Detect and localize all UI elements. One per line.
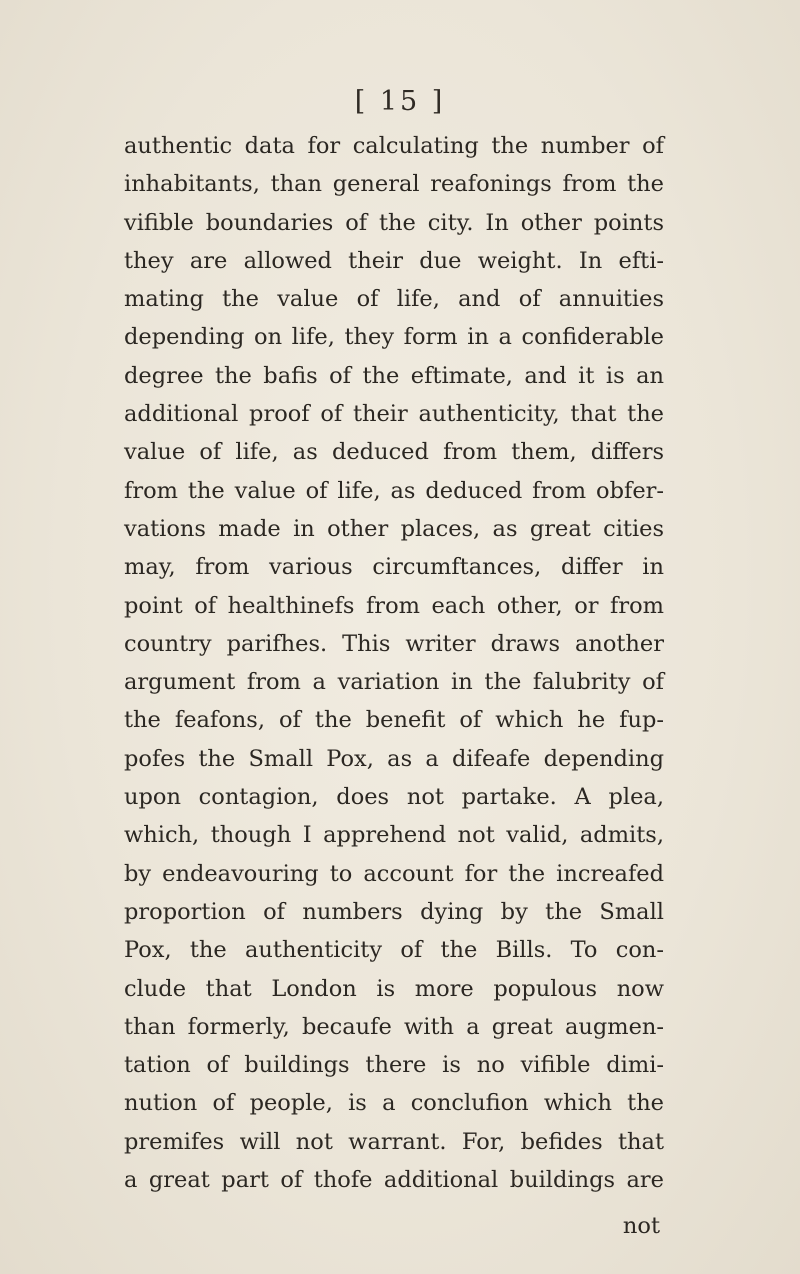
text-line: pofes the Small Pox, as a difeafe depending	[124, 745, 664, 772]
text-line: may, from various circumftances, differ in	[124, 554, 664, 581]
text-line: a great part of thofe additional buildings are	[124, 1167, 664, 1194]
text-line: mating the value of life, and of annuities	[124, 286, 664, 313]
text-line: upon contagion, does not partake. A plea,	[124, 784, 664, 811]
text-line: they are allowed their due weight. In efti-	[124, 247, 664, 274]
text-line: from the value of life, as deduced from obfer-	[124, 477, 664, 504]
text-line: inhabitants, than general reafonings from the	[124, 171, 664, 198]
text-line: clude that London is more populous now	[124, 975, 664, 1002]
text-line: the feafons, of the benefit of which he fup-	[124, 707, 664, 734]
text-line: degree the bafis of the eftimate, and it is an	[124, 362, 664, 389]
text-line: nution of people, is a conclufion which the	[124, 1090, 664, 1117]
body-text	[124, 127, 664, 1199]
text-line: vations made in other places, as great cities	[124, 515, 664, 542]
text-line: tation of buildings there is no vifible dimi-	[124, 1052, 664, 1079]
text-line: value of life, as deduced from them, differs	[124, 439, 664, 466]
text-line: country parifhes. This writer draws another	[124, 630, 664, 657]
text-line: by endeavouring to account for the increafed	[124, 860, 664, 887]
text-line: Pox, the authenticity of the Bills. To con-	[124, 937, 664, 964]
text-line: proportion of numbers dying by the Small	[124, 898, 664, 925]
text-line: than formerly, becaufe with a great augmen-	[124, 1013, 664, 1040]
text-line: additional proof of their authenticity, that the	[124, 401, 664, 428]
text-line: authentic data for calculating the number of	[124, 133, 664, 159]
text-line: point of healthinefs from each other, or from	[124, 592, 664, 619]
catchword: not	[622, 1213, 660, 1239]
text-line: premifes will not warrant. For, befides that	[124, 1128, 664, 1155]
text-line: argument from a variation in the falubrity of	[124, 669, 664, 696]
text-line: depending on life, they form in a confiderable	[124, 324, 664, 351]
text-line: which, though I apprehend not valid, admits,	[124, 822, 664, 849]
text-line: vifible boundaries of the city. In other points	[124, 209, 664, 236]
page-number: [ 15 ]	[354, 86, 446, 117]
